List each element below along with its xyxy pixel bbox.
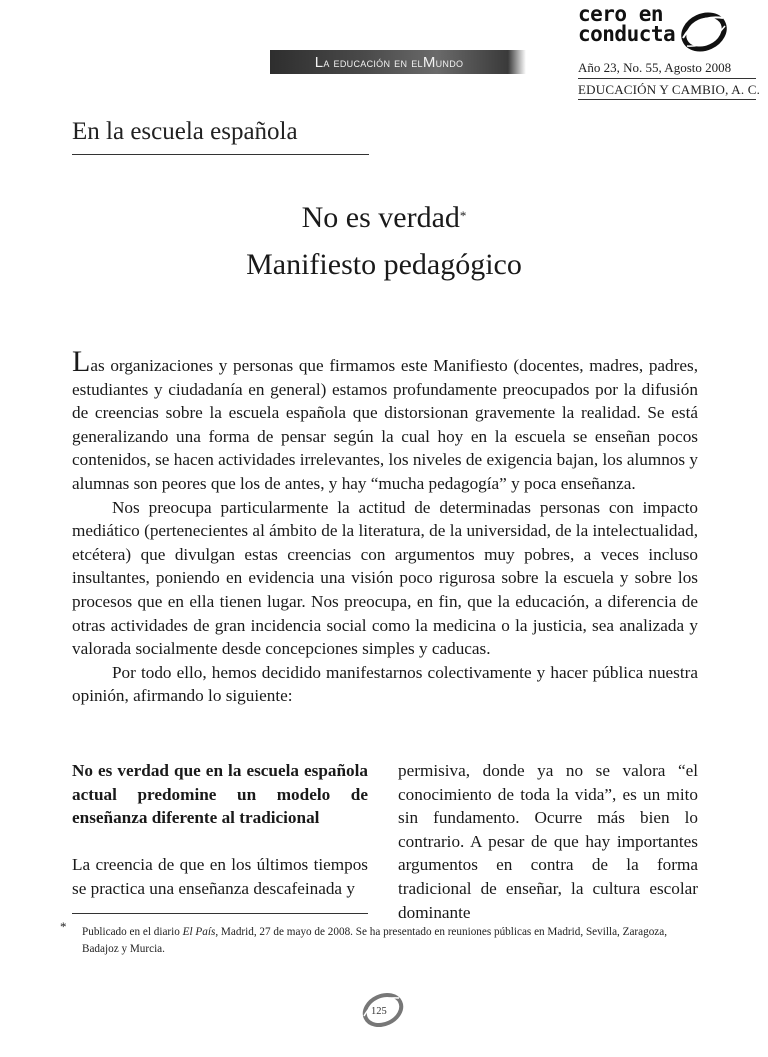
section-band-initial-1: L — [314, 53, 324, 71]
issue-info: Año 23, No. 55, Agosto 2008 — [578, 60, 732, 75]
right-column — [398, 759, 698, 924]
page-number: 125 — [371, 1006, 387, 1017]
footnote — [60, 919, 700, 958]
footnote-before: Publicado en el diario — [82, 926, 183, 938]
footnote-mark: * — [60, 919, 67, 934]
footnote-after: , Madrid, 27 de mayo de 2008. Se ha presentado en reuniones públicas en Madrid, Sevilla, Zaragoza, Badajoz y Murcia. — [82, 926, 668, 955]
left-column-text: La creencia de que en los últimos tiempos se practica una enseñanza descafeinada y — [72, 855, 368, 898]
subsection-heading: No es verdad que en la escuela española actual predomine un modelo de enseñanza diferente al tradicional — [72, 761, 368, 828]
footnote-source: El País — [182, 926, 216, 938]
right-column-text: permisiva, donde ya no se valora “el conocimiento de toda la vida”, es un mito sin fundamento. Ocurre más bien lo contrario. A pesar de que hay importantes argumentos en contra de la forma tradicional de enseñar, la cultura escolar dominante — [398, 761, 698, 922]
dropcap: L — [72, 345, 91, 378]
publisher: EDUCACIÓN Y CAMBIO, A. C. — [578, 82, 761, 97]
journal-logo — [578, 4, 738, 54]
logo-swirl-icon — [677, 8, 731, 54]
logo-line-1: cero en — [578, 2, 664, 26]
section-band-initial-2: M — [422, 53, 436, 71]
article-title — [0, 194, 768, 288]
title-line-1: No es verdad — [301, 201, 460, 234]
issue-rule — [578, 78, 756, 79]
paragraph-1 — [72, 345, 698, 496]
left-column — [72, 759, 368, 901]
publisher-rule — [578, 99, 756, 100]
footnote-text — [60, 924, 700, 958]
section-rule — [72, 154, 369, 155]
paragraph-2: Nos preocupa particularmente la actitud de determinadas personas con impacto mediático (pertenecientes al ámbito de la literatura, de la universidad, de la intelectualidad, etcétera) que divulgan estas creencias con argumentos muy pobres, a veces incluso insultantes, poniendo en evidencia una visión poco rigurosa sobre la escuela y sobre los procesos que en ella tienen lugar. Nos preocupa, en fin, que la educación, a diferencia de otras actividades de gran incidencia social como la medicina o la justicia, sea analizada y valorada socialmente desde concepciones simples y caducas. — [72, 497, 698, 659]
paragraph-1-text: as organizaciones y personas que firmamos este Manifiesto (docentes, madres, padres, estudiantes y ciudadanía en general) estamos profundamente preocupados por la difusión de creencias sobre la escuela española que distorsionan gravemente la realidad. Se está generalizando una forma de pensar según la cual hoy en la escuela se enseñan pocos contenidos, se hacen actividades irrelevantes, los niveles de exigencia bajan, los alumnos y alumnas son peores que los de antes, y hay “mucha pedagogía” y poca enseñanza. — [72, 356, 698, 493]
logo-line-2: conducta — [578, 22, 676, 46]
intro-text — [72, 345, 698, 708]
title-footnote-mark: * — [459, 208, 467, 223]
section-band-text-2: undo — [435, 54, 464, 70]
page-number-badge — [357, 990, 407, 1030]
section-band-text-1: a educación en el — [323, 54, 423, 70]
paragraph-3: Por todo ello, hemos decidido manifestarnos colectivamente y hacer pública nuestra opinión, afirmando lo siguiente: — [72, 662, 698, 706]
title-line-2: Manifiesto pedagógico — [246, 248, 522, 281]
section-title: En la escuela española — [72, 118, 298, 145]
footnote-rule — [72, 913, 368, 914]
section-band — [270, 50, 508, 74]
